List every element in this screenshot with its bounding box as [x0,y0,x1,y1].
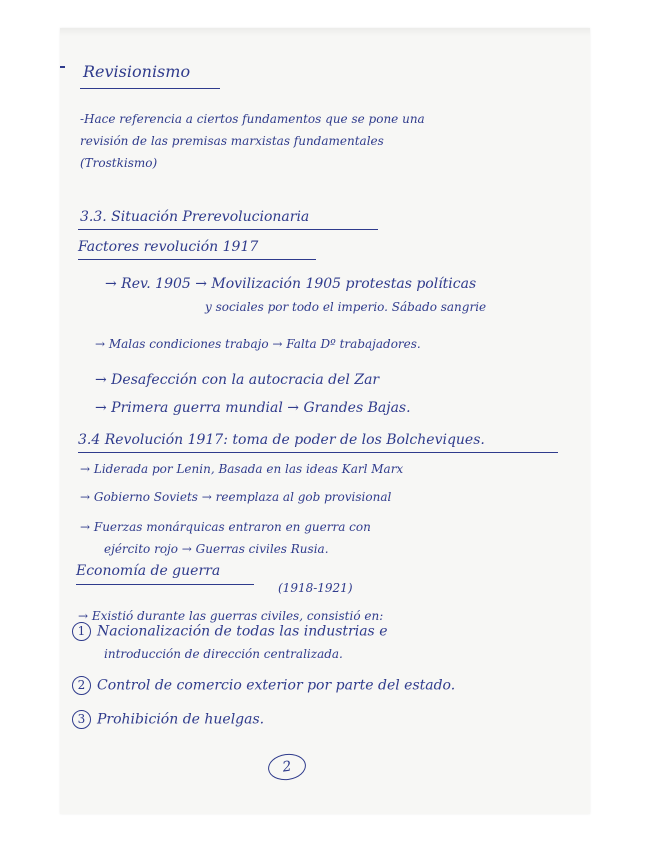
revolucion-soviets: → Gobierno Soviets → reemplaza al gob provisional [80,490,392,504]
list-item-1-cont [104,648,343,660]
factor-desafeccion: → Desafección con la autocracia del Zar [95,372,380,388]
intro-line-1: -Hace referencia a ciertos fundamentos que se pone una [80,112,425,126]
item-number: 1 [72,622,91,641]
factor-malas-condiciones: → Malas condiciones trabajo → Falta Dº trabajadores. [95,337,421,351]
revolucion-fuerzas: → Fuerzas monárquicas entraron en guerra con [80,520,371,534]
revolucion-fuerzas-cont: ejército rojo → Guerras civiles Rusia. [104,542,329,556]
section-3-3-heading: 3.3. Situación Prerevolucionaria [80,209,310,225]
economia-heading: Economía de guerra [76,563,221,579]
item-text: Control de comercio exterior por parte del estado. [97,677,456,694]
factores-underline [78,259,316,260]
page-edge [60,28,590,36]
list-item-2 [72,676,455,695]
page-number: 2 [266,751,307,782]
factor-rev-1905-cont: y sociales por todo el imperio. Sábado sangrie [205,300,487,314]
item-text: Nacionalización de todas las industrias e [97,623,388,640]
list-item-1 [72,622,387,641]
factores-heading: Factores revolución 1917 [78,239,259,255]
economia-underline [76,584,254,585]
section-3-4-heading: 3.4 Revolución 1917: toma de poder de los Bolcheviques. [78,432,485,448]
section-3-4-underline [78,452,558,453]
item-text: Prohibición de huelgas. [97,711,265,728]
intro-line-3: (Trostkismo) [80,156,158,170]
economia-years: (1918-1921) [278,581,353,595]
item-number: 3 [72,710,91,729]
economia-intro: → Existió durante las guerras civiles, consistió en: [78,609,384,623]
title-underline [80,88,220,89]
intro-line-2: revisión de las premisas marxistas fundamentales [80,134,384,148]
notes-title: Revisionismo [83,62,191,81]
item-number: 2 [72,676,91,695]
margin-mark [60,66,65,68]
section-3-3-underline [78,229,378,230]
revolucion-lenin: → Liderada por Lenin, Basada en las ideas Karl Marx [80,462,404,476]
factor-primera-guerra: → Primera guerra mundial → Grandes Bajas. [95,400,411,416]
list-item-3 [72,710,264,729]
item-text: introducción de dirección centralizada. [104,647,343,661]
factor-rev-1905: → Rev. 1905 → Movilización 1905 protestas políticas [105,276,477,292]
